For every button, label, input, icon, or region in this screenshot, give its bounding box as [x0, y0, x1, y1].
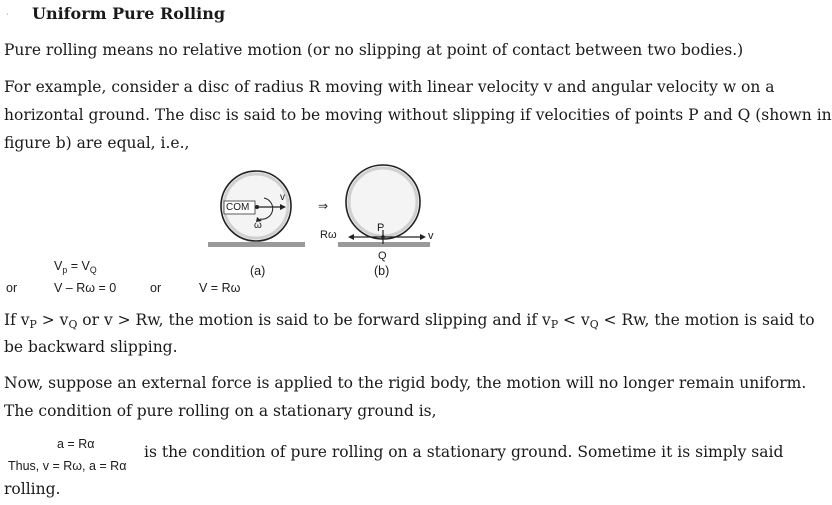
paragraph-slipping-line1: If $v_P > v_Q$ or v > Rw, the motion is said to be forward slipping and if $v_P < v_Q < Rw$, the motion is said to — [4, 311, 815, 331]
bullet-marker: · — [6, 10, 9, 19]
com-label: COM — [226, 202, 250, 213]
v-minus-r-omega: V – Rω = 0 — [54, 281, 117, 295]
velocity-label-b: v — [428, 230, 434, 242]
v-equals-r-omega: V = Rω — [199, 281, 241, 295]
ground-b — [338, 242, 430, 247]
caption-a: (a) — [250, 264, 266, 278]
velocity-label-a: v — [280, 192, 285, 203]
paragraph-definition: Pure rolling means no relative motion (or no slipping at point of contact between two bodies.) — [4, 41, 744, 59]
paragraph-condition-line1: is the condition of pure rolling on a stationary ground. Sometime it is simply said — [144, 443, 784, 461]
point-p-label: P — [377, 222, 385, 234]
r-omega-label: Rω — [320, 229, 337, 241]
paragraph-example-line3: figure b) are equal, i.e., — [4, 134, 190, 152]
paragraph-external-force-line2: The condition of pure rolling on a stationary ground is, — [4, 402, 437, 420]
or-label-2: or — [150, 281, 162, 295]
ground-a — [208, 242, 305, 247]
vp-equals-vq: $V_p = V_Q$ — [54, 259, 97, 275]
paragraph-slipping-line2: be backward slipping. — [4, 338, 178, 356]
caption-b: (b) — [374, 264, 390, 278]
paragraph-condition-line2: rolling. — [4, 480, 61, 498]
paragraph-example-line1: For example, consider a disc of radius R moving with linear velocity v and angular velocity w on a — [4, 78, 775, 96]
paragraph-example-line2: horizontal ground. The disc is said to be moving without slipping if velocities of points P and Q (shown in — [4, 106, 832, 124]
section-heading: Uniform Pure Rolling — [32, 4, 226, 23]
point-q-label: Q — [378, 250, 387, 262]
equivalence-symbol: ⇒ — [318, 199, 329, 213]
omega-label: ω — [254, 220, 262, 231]
paragraph-external-force-line1: Now, suppose an external force is applied to the rigid body, the motion will no longer remain uniform. — [4, 374, 807, 392]
rolling-disc-figure — [200, 160, 450, 285]
a-equals-r-alpha: a = Rα — [57, 437, 95, 451]
thus-equation: Thus, v = Rω, a = Rα — [8, 459, 127, 473]
or-label-1: or — [6, 281, 18, 295]
